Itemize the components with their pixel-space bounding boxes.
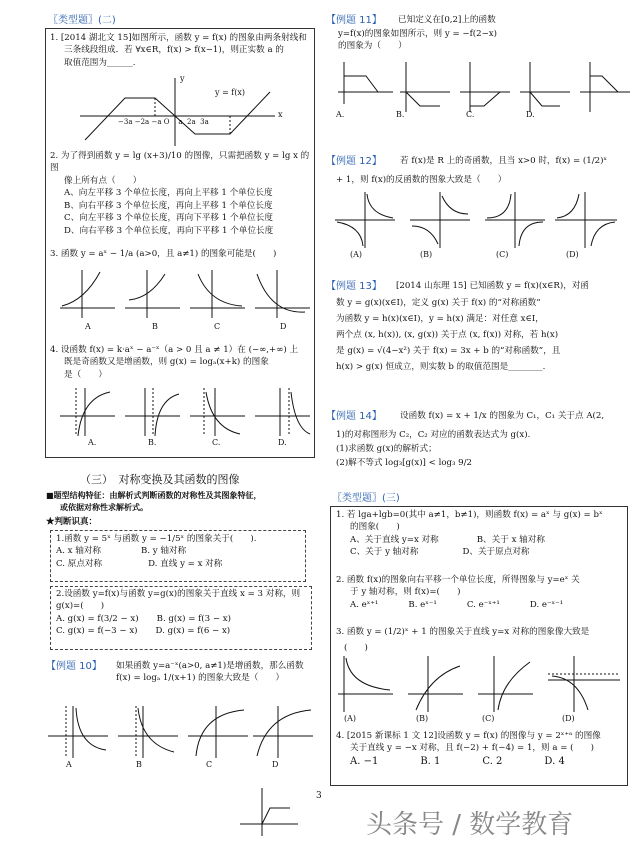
judge-label: ★判断识真： [46,517,98,527]
q1-fn-label: y = f(x) [215,88,246,97]
ex10-caption-a: A [66,760,72,769]
q3-caption-a: A [85,322,91,331]
right-question-3: 3. 函数 y = (1/2)ˣ + 1 的图象关于直线 y=x 对称的图象像大致是 [336,627,590,637]
ex12-graphs [335,192,625,248]
question-3: 3. 函数 y = aˣ − 1/a (a>0，且 a≠1) 的图象可能是( ) [50,249,277,259]
ex12-caption-c: (C) [496,250,509,259]
q1-axis-y: y [180,74,185,83]
section-title-type2: 〖类型题〗(二) [48,15,116,26]
ex11-original-graph [338,62,393,104]
example-14-cont: 1)的对称图形为 C₂，C₂ 对应的函数表达式为 g(x). (1)求函数 g(x)的解析式； (2)解不等式 log₃[g(x)] < log₃ 9/2 [336,430,531,469]
judge-2: 2.设函数 y=f(x)与函数 y=g(x)的图象关于直线 x = 3 对称，则 g(x)=( ) A. g(x) = f(3/2 − x) B. g(x) = f(3 − x) C. g(x) = f(−3 − x) D. g(x) = f(6 − x) [56,589,301,637]
q4-caption-d: D. [278,438,287,447]
ex10-caption-c: C [206,760,213,769]
ex11-option-graphs [400,62,630,114]
question-1: 1. [2014 湖北文 15]如图所示，函数 y = f(x) 的图象由两条射线和 三条线段组成．若 ∀x∈R，f(x) > f(x−1)，则正实数 a 的 取值范围为______. [50,33,307,68]
right-question-3-paren: ( ) [344,643,368,653]
r3-caption-b: (B) [416,714,429,723]
q4-caption-a: A. [88,438,97,447]
example-11-tag: 【例题 11】 [326,15,382,26]
example-12: 若 f(x)是 R 上的奇函数，且当 x>0 时，f(x) = (1/2)ˣ [400,156,608,166]
q4-caption-c: C. [212,438,221,447]
r3-caption-c: (C) [482,714,495,723]
example-13-tag: 【例题 13】 [326,281,382,292]
watermark: 头条号 / 数学教育 [366,810,574,840]
bottom-small-graph [240,788,300,838]
ex12-caption-d: (D) [566,250,579,259]
right-question-1: 1. 若 lga+lgb=0(其中 a≠1，b≠1)，则函数 f(x) = aˣ 与 g(x) = bˣ 的图象( ) A、关于直线 y=x 对称 B、关于 x 轴对称 C、关于 y 轴对称 D、关于原点对称 [336,510,603,558]
ex10-caption-b: B [136,760,142,769]
ex10-caption-d: D [272,760,279,769]
example-12-cont: + 1，则 f(x)的反函数的图象大致是（ ） [336,175,507,185]
q1-tick-labels: −3a −2a −a O a 2a 3a [118,118,209,126]
judge-1: 1.函数 y = 5ˣ 与函数 y = −1/5ˣ 的图象关于( ). A. x 轴对称 B. y 轴对称 C. 原点对称 D. 直线 y = x 对称 [56,534,257,569]
ex11-caption-b: B. [396,110,405,119]
ex10-graphs [48,706,318,758]
right-question-4: 4. [2015 新课标 1 文 12]设函数 y = f(x) 的图像与 y = 2ˣ⁺ᵃ 的图像 关于直线 y = −x 对称，且 f(−2) + f(−4) = 1，则 a = ( ) A. −1 B. 1 C. 2 D. 4 [336,731,601,767]
ex11-caption-c: C. [466,110,475,119]
ex12-caption-b: (B) [420,250,433,259]
ex12-caption-a: (A) [350,250,363,259]
example-11-cont: y=f(x)的图象如图所示，则 y = −f(2−x) 的图象为（ ） [338,29,497,52]
r3-graphs [338,656,623,712]
q3-caption-d: D [280,322,287,331]
q3-graphs [60,270,310,320]
question-4: 4. 设函数 f(x) = k·aˣ − a⁻ˣ（a > 0 且 a ≠ 1）在 (−∞,+∞) 上 既是奇函数又是增函数，则 g(x) = logₐ(x+k) 的图象 是（ ） [50,345,299,380]
example-13-cont: 数 y = g(x)(x∈I)，定义 g(x) 关于 f(x) 的“对称函数” 为函数 y = h(x)(x∈I)，y = h(x) 满足：对任意 x∈I， 两个点 (x, h(x)), (x, g(x)) 关于点 (x, f(x)) 对称，若 h(x) 是 g(x) = √(4−x²) 关于 f(x) = 3x + b 的“对称函数”，且 h(x) > g(x) 恒成立，则实数 b 的取值范围是________. [336,298,561,372]
example-13: [2014 山东理 15] 已知函数 y = f(x)(x∈R)，对函 [396,281,590,291]
ex11-caption-d: D. [526,110,535,119]
q1-axis-x: x [278,110,283,119]
section-3-title: （三） 对称变换及其函数的图像 [80,473,240,486]
example-12-tag: 【例题 12】 [326,156,382,167]
q3-caption-c: C [214,322,221,331]
example-11: 已知定义在[0,2]上的函数 [398,15,496,25]
structure-feature: ■题型结构特征：由解析式判断函数的对称性及其图象特征， 或依据对称性求解析式。 [46,490,262,512]
page-number: 3 [316,791,322,801]
r3-caption-a: (A) [344,714,357,723]
q1-graph [80,78,280,148]
example-10: 如果函数 y=a⁻ˣ(a>0, a≠1)是增函数，那么函数 f(x) = logₐ 1/(x+1) 的图象大致是（ ） [116,661,304,684]
example-14-tag: 【例题 14】 [326,411,382,422]
right-question-2: 2. 函数 f(x)的图象向右平移一个单位长度，所得图象与 y=eˣ 关 于 y 轴对称，则 f(x)=( ) A. eˣ⁺¹ B. eˣ⁻¹ C. e⁻ˣ⁺¹ D. e⁻ˣ⁻¹ [336,575,580,610]
section-title-type3: 〖类型题〗(三) [332,493,400,504]
ex11-caption-a: A. [336,110,345,119]
question-2: 2. 为了得到函数 y = lg (x+3)/10 的图像，只需把函数 y = lg x 的图 像上所有点（ ） A、向左平移 3 个单位长度，再向上平移 1 个单位长度 B、向右平移 3 个单位长度，再向上平移 1 个单位长度 C、向左平移 3 个单位长度，再向下平移 1 个单位长度 D、向右平移 3 个单位长度，再向下平移 1 个单位长度 [50,151,310,236]
example-14: 设函数 f(x) = x + 1/x 的图象为 C₁，C₁ 关于点 A(2, [400,411,605,421]
r3-caption-d: (D) [562,714,575,723]
q4-graphs [60,388,310,438]
q4-caption-b: B. [148,438,157,447]
example-10-tag: 【例题 10】 [46,661,102,672]
q3-caption-b: B [152,322,158,331]
